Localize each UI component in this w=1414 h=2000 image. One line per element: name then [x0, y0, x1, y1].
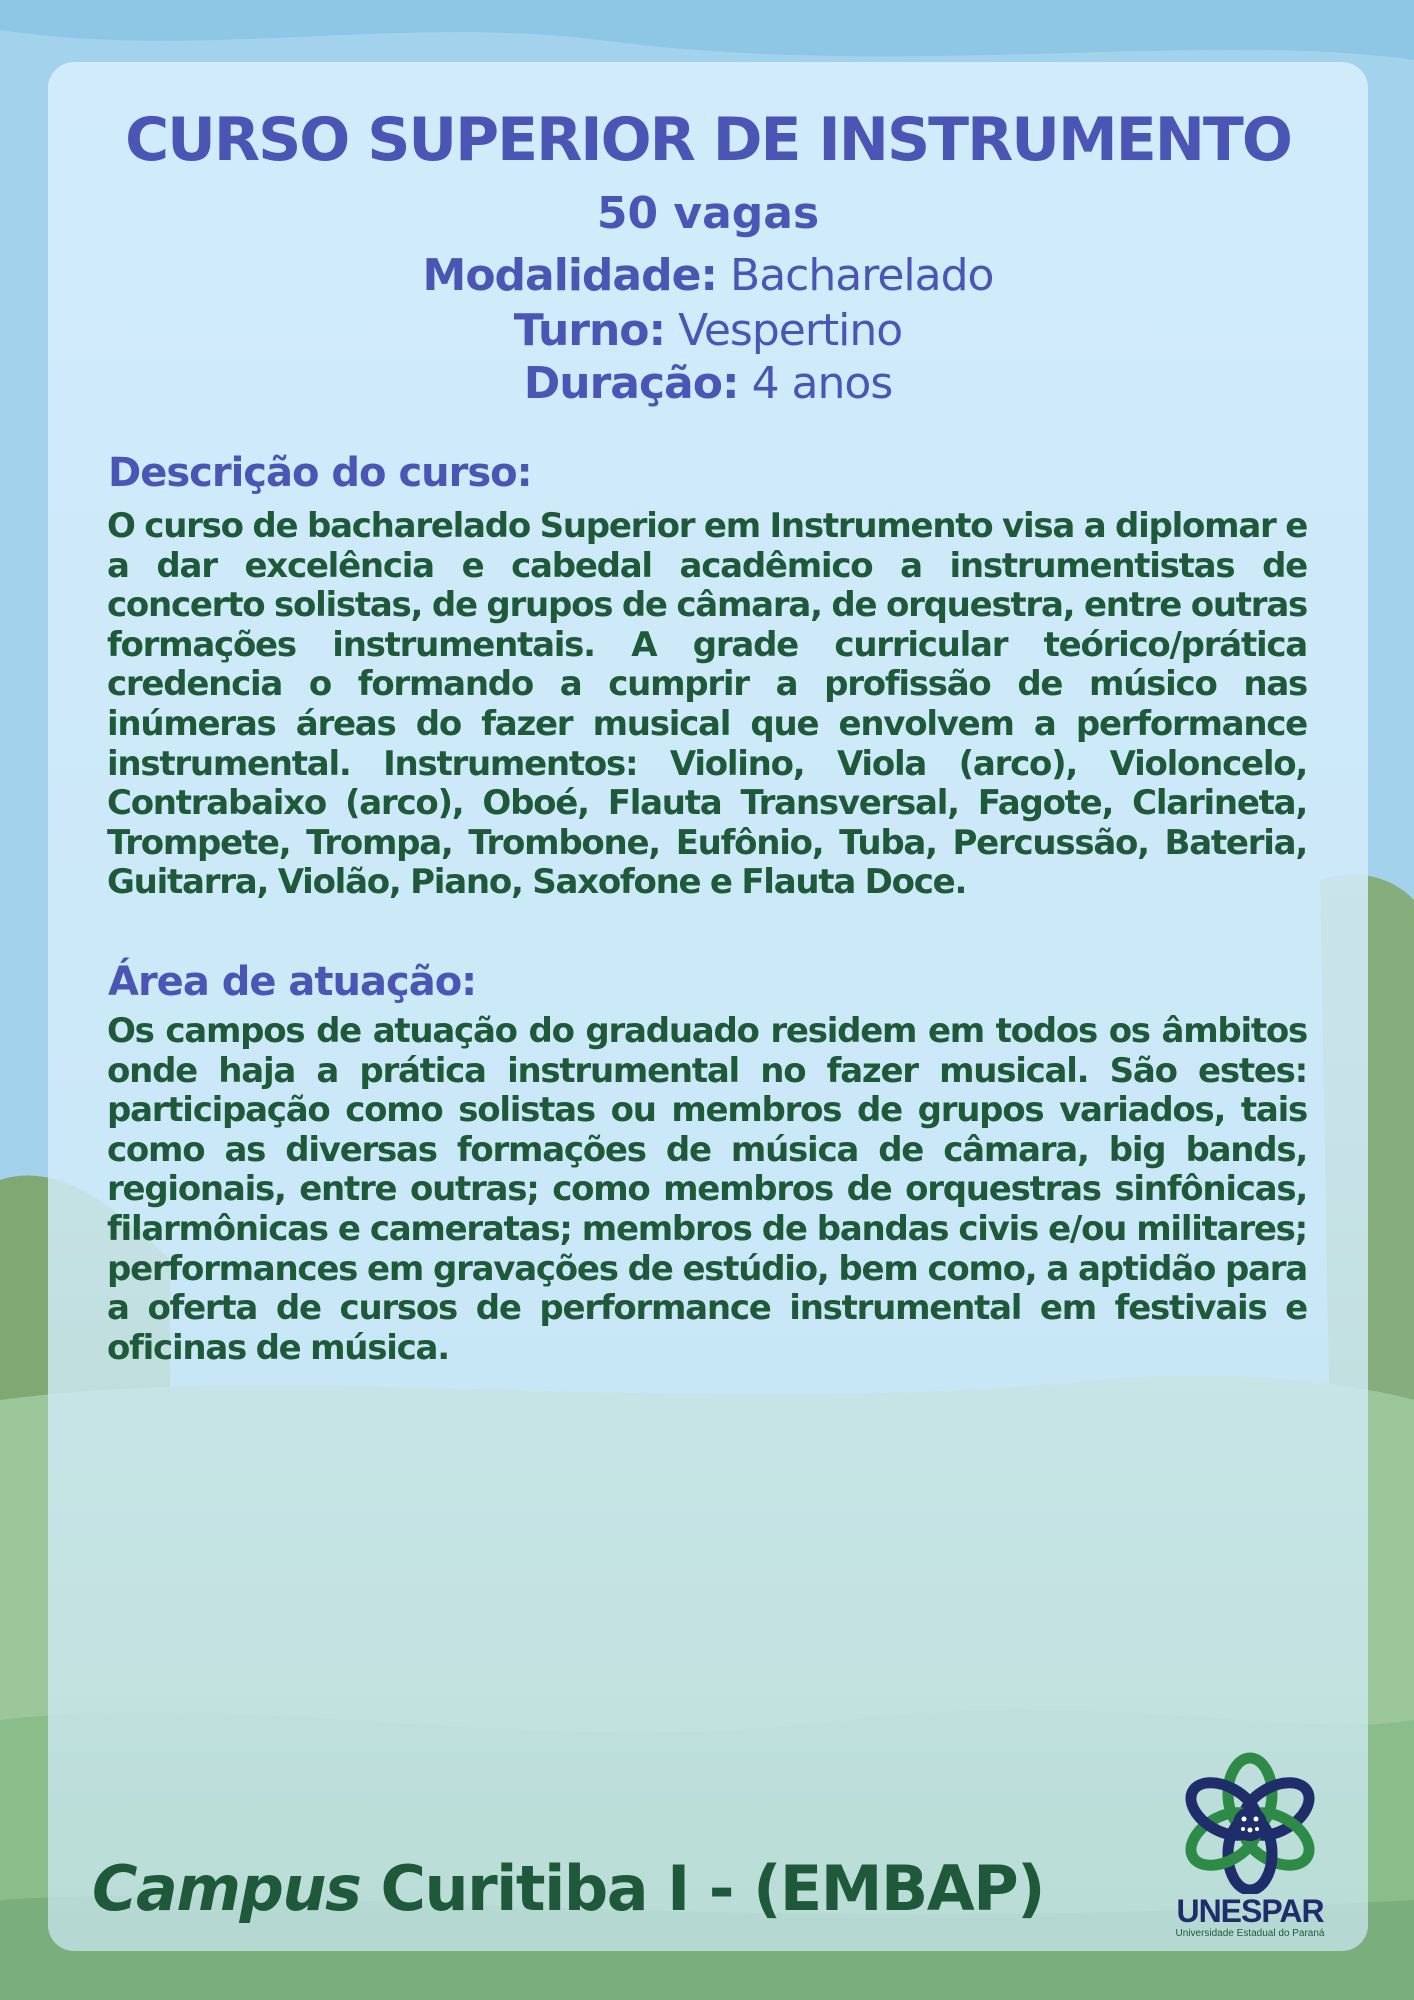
campus-name: Curitiba I - (EMBAP)	[360, 1852, 1044, 1925]
course-title: CURSO SUPERIOR DE INSTRUMENTO	[125, 105, 1291, 175]
modalidade-value: Bacharelado	[730, 250, 994, 301]
campus-italic: Campus	[92, 1852, 361, 1925]
modalidade-label: Modalidade:	[422, 250, 718, 301]
logo-name: UNESPAR	[1176, 1893, 1324, 1929]
vacancies-count: 50 vagas	[596, 188, 820, 239]
area-heading: Área de atuação:	[108, 959, 477, 1005]
descricao-heading: Descrição do curso:	[108, 450, 532, 496]
unespar-logo	[1168, 1752, 1332, 1942]
logo-subtitle: Universidade Estadual do Paraná	[1175, 1928, 1325, 1939]
turno-line	[48, 305, 1368, 357]
duracao-line	[48, 358, 1368, 410]
modalidade-line	[48, 250, 1368, 302]
duracao-value: 4 anos	[751, 358, 893, 409]
turno-label: Turno:	[513, 305, 666, 356]
campus-label	[92, 1854, 1044, 1924]
descricao-text: O curso de bacharelado Superior em Instrumento visa a diplomar e a dar excelência e cabedal acadêmico a instrumentistas de concerto solistas, de grupos de câmara, de orquestra, entre outras formações instrumentais. A grade curricular teórico/prática credencia o formando a cumprir a profissão de músico nas inúmeras áreas do fazer musical que envolvem a performance instrumental. Instrumentos: Violino, Viola (arco), Violoncelo, Contrabaixo (arco), Oboé, Flauta Transversal, Fagote, Clarineta, Trompete, Trompa, Trombone, Eufônio, Tuba, Percussão, Bateria, Guitarra, Violão, Piano, Saxofone e Flauta Doce.	[107, 506, 1307, 903]
turno-value: Vespertino	[678, 305, 903, 356]
duracao-label: Duração:	[523, 358, 739, 409]
area-text: Os campos de atuação do graduado residem em todos os âmbitos onde haja a prática instrumental no fazer musical. São estes: participação como solistas ou membros de grupos variados, tais como as diversas formações de música de câmara, big bands, regionais, entre outras; como membros de orquestras sinfônicas, filarmônicas e cameratas; membros de bandas civis e/ou militares; performances em gravações de estúdio, bem como, a aptidão para a oferta de cursos de performance instrumental em festivais e oficinas de música.	[107, 1011, 1307, 1368]
unespar-logo-icon	[1168, 1752, 1332, 1894]
